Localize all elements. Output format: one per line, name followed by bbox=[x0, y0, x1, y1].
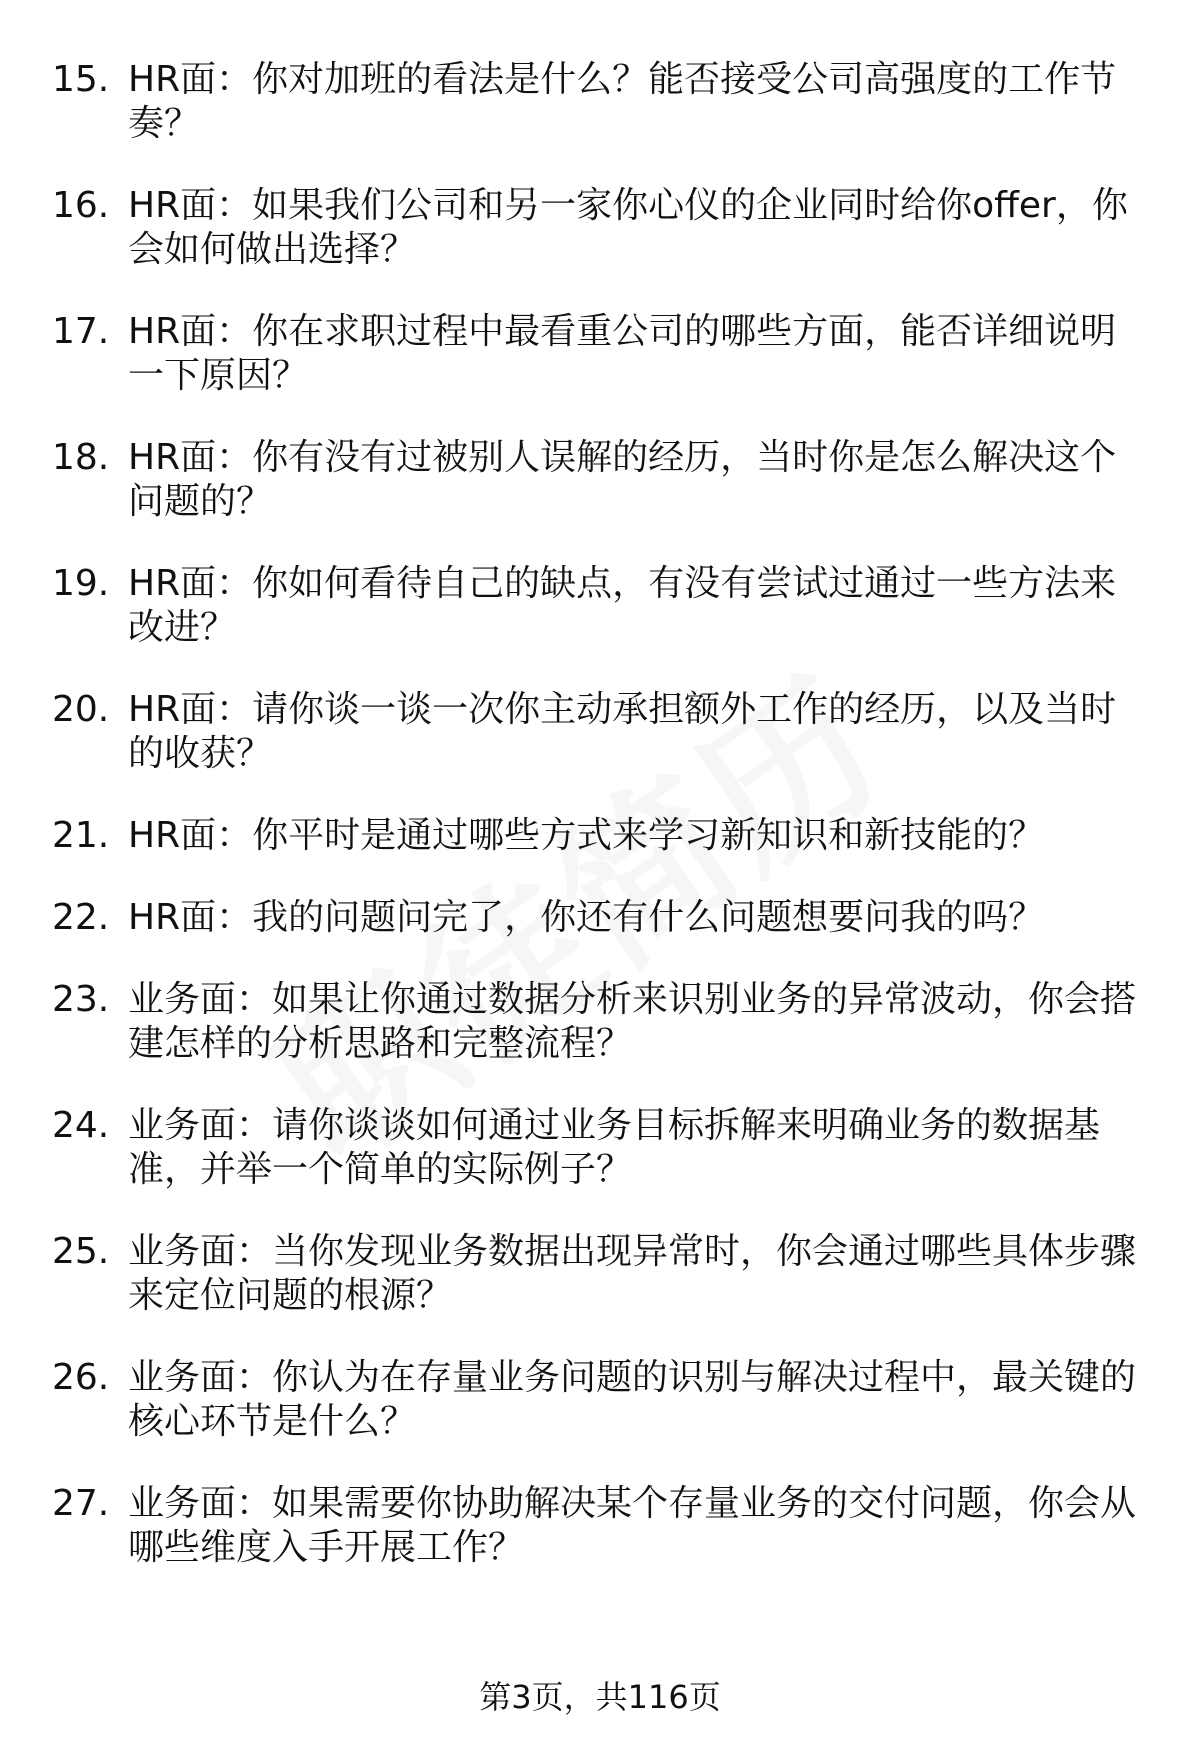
question-text: 业务面：你认为在存量业务问题的识别与解决过程中，最关键的核心环节是什么？ bbox=[128, 1357, 1137, 1442]
list-item bbox=[52, 978, 1152, 1066]
list-item bbox=[52, 1230, 1152, 1318]
question-text: HR面：你有没有过被别人误解的经历，当时你是怎么解决这个问题的？ bbox=[128, 437, 1117, 522]
question-text: 业务面：当你发现业务数据出现异常时，你会通过哪些具体步骤来定位问题的根源？ bbox=[128, 1231, 1137, 1316]
question-number: 23. bbox=[52, 979, 110, 1020]
question-text: HR面：请你谈一谈一次你主动承担额外工作的经历，以及当时的收获？ bbox=[128, 689, 1117, 774]
list-item bbox=[52, 310, 1152, 398]
question-number: 24. bbox=[52, 1105, 110, 1146]
question-list bbox=[52, 58, 1152, 1608]
list-item bbox=[52, 562, 1152, 650]
question-number: 16. bbox=[52, 185, 110, 226]
question-text: 业务面：如果让你通过数据分析来识别业务的异常波动，你会搭建怎样的分析思路和完整流程？ bbox=[128, 979, 1137, 1064]
question-text: HR面：你如何看待自己的缺点，有没有尝试过通过一些方法来改进？ bbox=[128, 563, 1117, 648]
question-text: HR面：我的问题问完了，你还有什么问题想要问我的吗？ bbox=[128, 897, 1045, 938]
list-item bbox=[52, 58, 1152, 146]
question-text: HR面：如果我们公司和另一家你心仪的企业同时给你offer，你会如何做出选择？ bbox=[128, 185, 1128, 270]
question-text: HR面：你在求职过程中最看重公司的哪些方面，能否详细说明一下原因？ bbox=[128, 311, 1117, 396]
question-text: 业务面：请你谈谈如何通过业务目标拆解来明确业务的数据基准，并举一个简单的实际例子？ bbox=[128, 1105, 1101, 1190]
list-item bbox=[52, 1482, 1152, 1570]
question-text: HR面：你平时是通过哪些方式来学习新知识和新技能的？ bbox=[128, 815, 1045, 856]
question-number: 21. bbox=[52, 815, 110, 856]
question-number: 25. bbox=[52, 1231, 110, 1272]
list-item bbox=[52, 1104, 1152, 1192]
question-text: HR面：你对加班的看法是什么？能否接受公司高强度的工作节奏？ bbox=[128, 59, 1117, 144]
list-item bbox=[52, 896, 1152, 940]
question-number: 15. bbox=[52, 59, 110, 100]
list-item bbox=[52, 436, 1152, 524]
question-text: 业务面：如果需要你协助解决某个存量业务的交付问题，你会从哪些维度入手开展工作？ bbox=[128, 1483, 1137, 1568]
list-item bbox=[52, 184, 1152, 272]
question-number: 27. bbox=[52, 1483, 110, 1524]
question-number: 17. bbox=[52, 311, 110, 352]
list-item bbox=[52, 1356, 1152, 1444]
list-item bbox=[52, 688, 1152, 776]
question-number: 26. bbox=[52, 1357, 110, 1398]
question-number: 18. bbox=[52, 437, 110, 478]
list-item bbox=[52, 814, 1152, 858]
question-number: 22. bbox=[52, 897, 110, 938]
question-number: 19. bbox=[52, 563, 110, 604]
question-number: 20. bbox=[52, 689, 110, 730]
page-footer: 第3页，共116页 bbox=[479, 1678, 721, 1716]
